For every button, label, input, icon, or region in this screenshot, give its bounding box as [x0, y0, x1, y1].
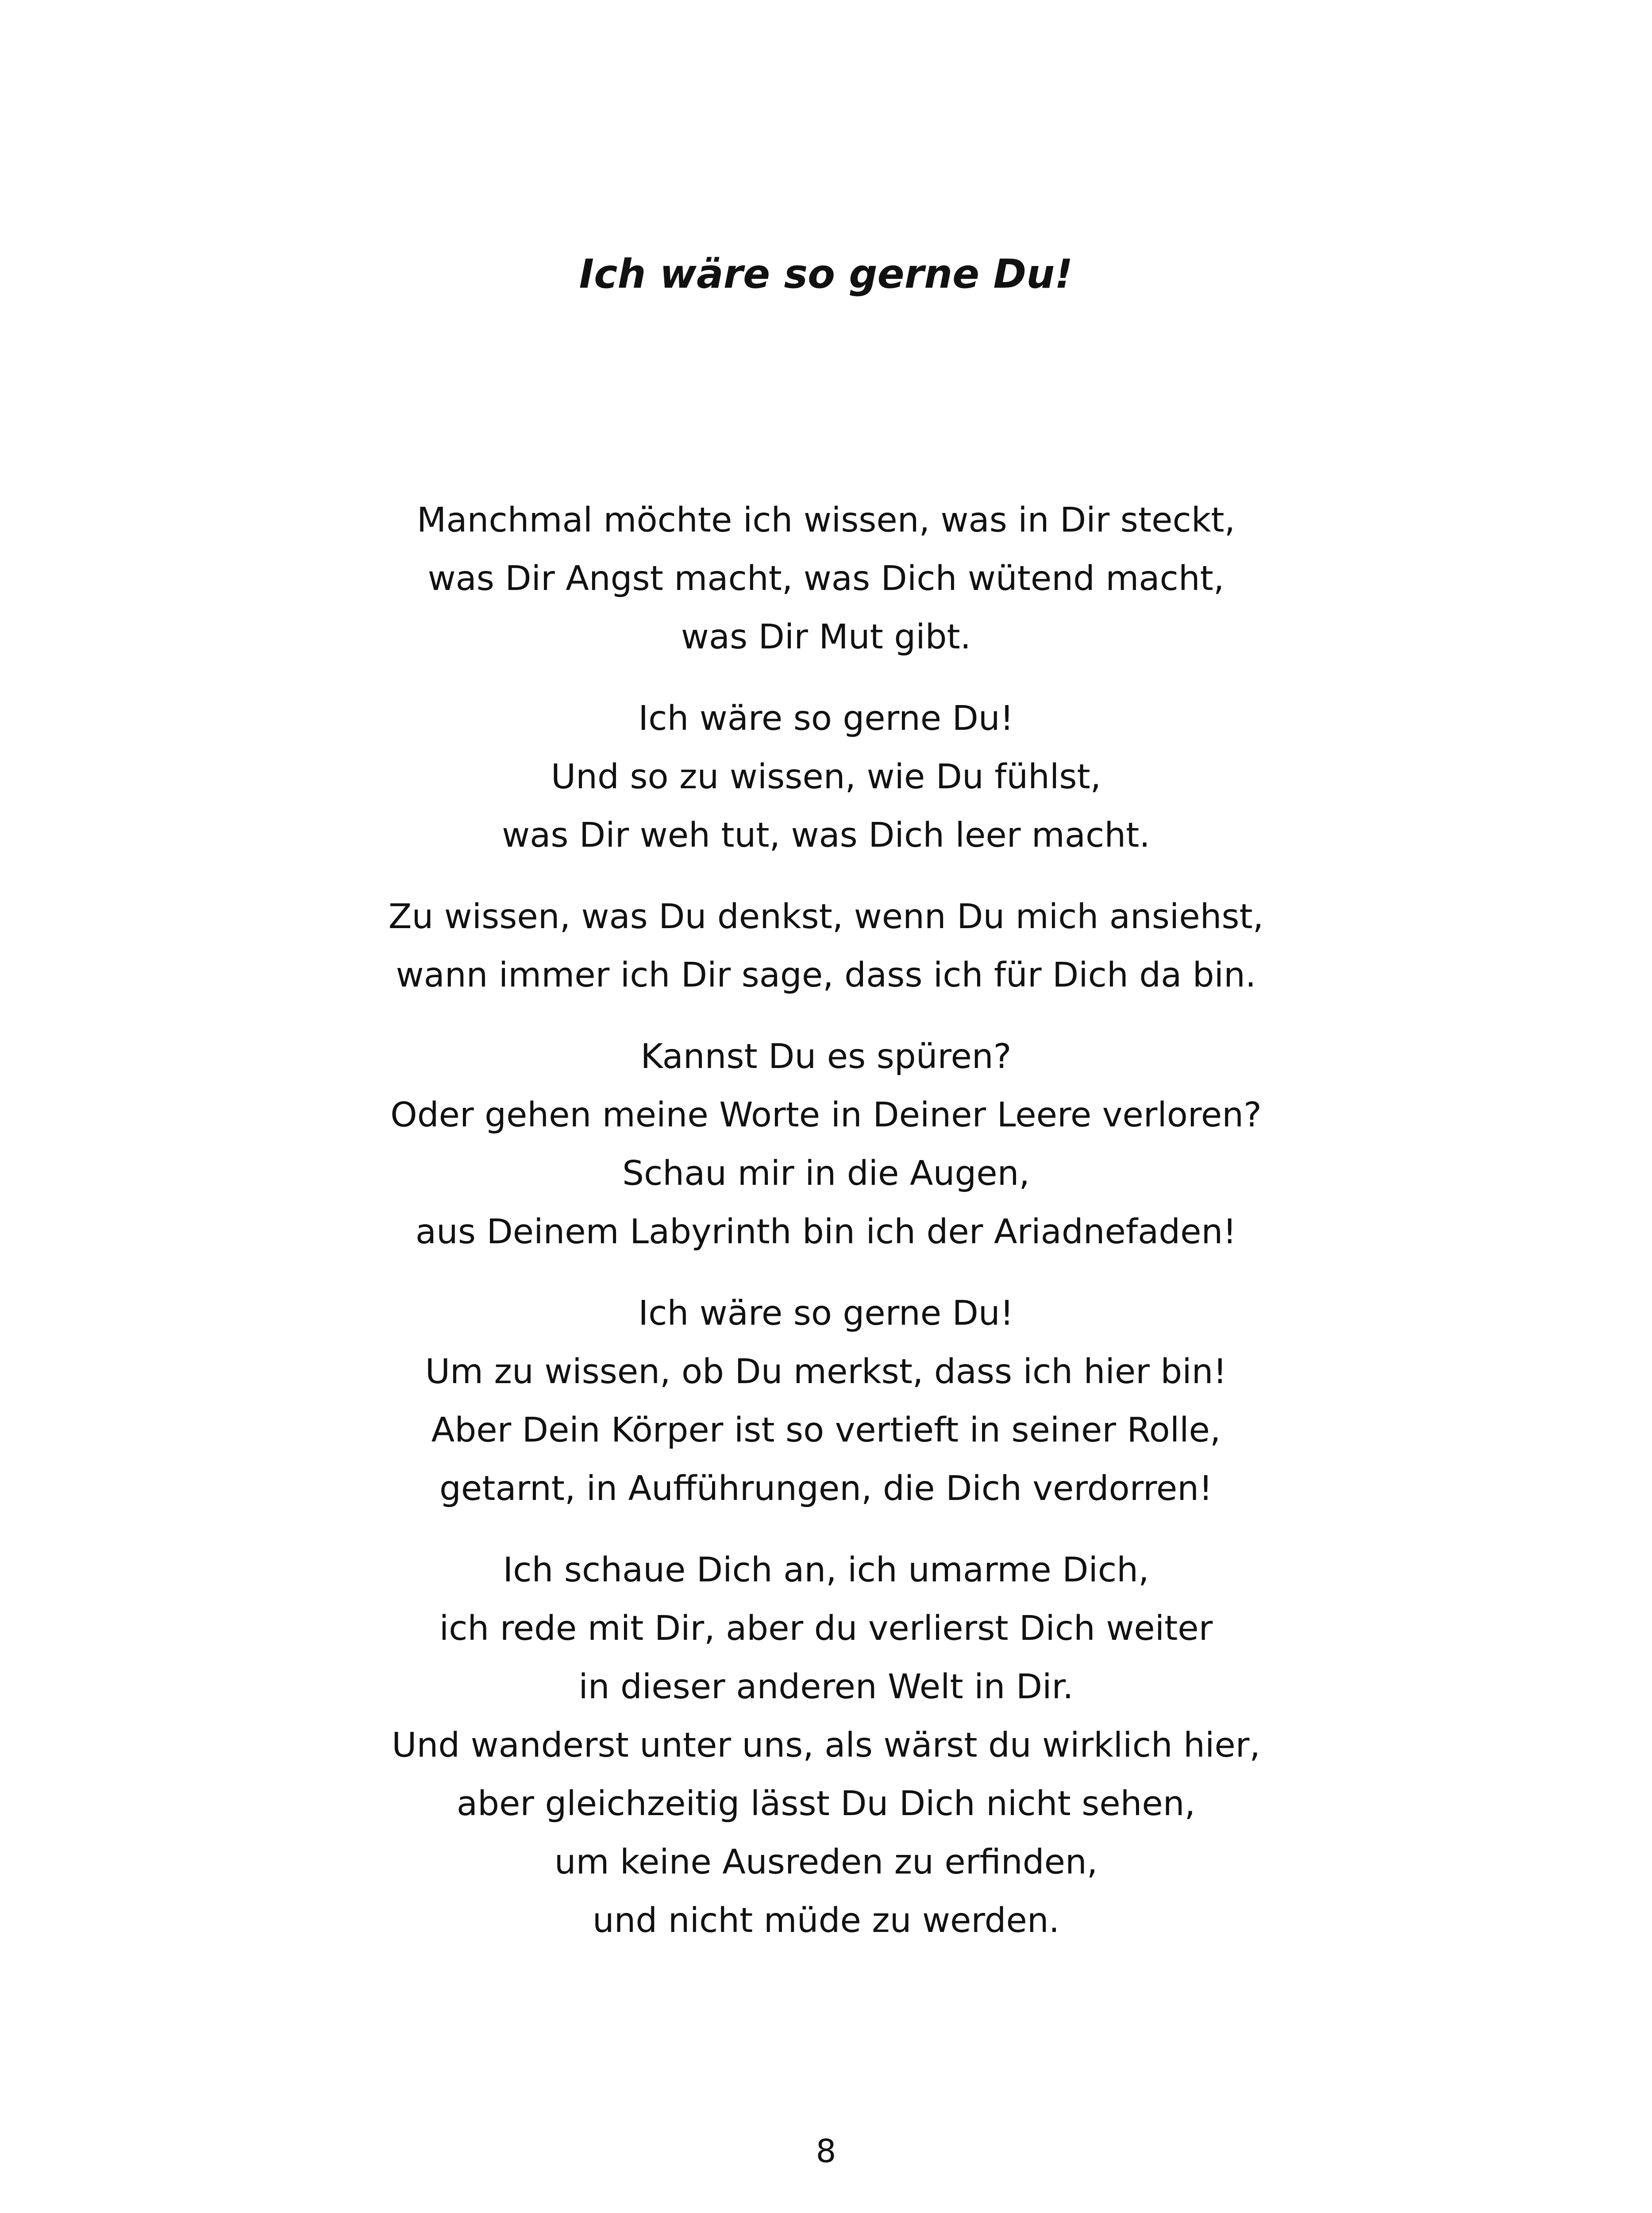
poem-line: Schau mir in die Augen,	[622, 1154, 1030, 1193]
poem-line: ich rede mit Dir, aber du verlierst Dich weiter	[439, 1609, 1213, 1648]
stanza-4	[0, 1028, 1652, 1261]
stanza-5	[0, 1284, 1652, 1518]
poem-line: Ich wäre so gerne Du!	[638, 699, 1014, 738]
stanza-6	[0, 1541, 1652, 1950]
poem-body	[0, 491, 1652, 1973]
page-number: 8	[816, 2132, 836, 2170]
poem-line: und nicht müde zu werden.	[592, 1901, 1060, 1940]
stanza-1	[0, 491, 1652, 667]
poem-line: was Dir Mut gibt.	[681, 617, 971, 657]
poem-line: Kannst Du es spüren?	[640, 1037, 1012, 1076]
poem-line: was Dir Angst macht, was Dich wütend macht,	[427, 559, 1225, 598]
poem-line: Oder gehen meine Worte in Deiner Leere verloren?	[390, 1095, 1262, 1135]
poem-line: getarnt, in Aufführungen, die Dich verdorren!	[439, 1469, 1213, 1508]
poem-line: aus Deinem Labyrinth bin ich der Ariadnefaden!	[415, 1212, 1237, 1252]
poem-line: Zu wissen, was Du denkst, wenn Du mich ansiehst,	[388, 897, 1264, 937]
poem-line: wann immer ich Dir sage, dass ich für Dich da bin.	[396, 956, 1256, 995]
poem-title: Ich wäre so gerne Du!	[579, 251, 1073, 297]
poem-line: Um zu wissen, ob Du merkst, dass ich hier bin!	[425, 1352, 1227, 1392]
poem-line: Manchmal möchte ich wissen, was in Dir steckt,	[416, 501, 1236, 540]
poem-line: in dieser anderen Welt in Dir.	[578, 1667, 1074, 1707]
poem-line: Aber Dein Körper ist so vertieft in seiner Rolle,	[431, 1411, 1221, 1450]
stanza-3	[0, 888, 1652, 1005]
stanza-2	[0, 690, 1652, 865]
poem-line: was Dir weh tut, was Dich leer macht.	[502, 816, 1150, 855]
poem-line: Ich wäre so gerne Du!	[638, 1294, 1014, 1333]
poem-line: Ich schaue Dich an, ich umarme Dich,	[503, 1550, 1149, 1590]
poem-line: aber gleichzeitig lässt Du Dich nicht sehen,	[456, 1784, 1196, 1824]
poem-line: Und so zu wissen, wie Du fühlst,	[551, 757, 1101, 797]
poem-line: Und wanderst unter uns, als wärst du wirklich hier,	[392, 1726, 1260, 1765]
poem-line: um keine Ausreden zu erfinden,	[554, 1843, 1098, 1882]
